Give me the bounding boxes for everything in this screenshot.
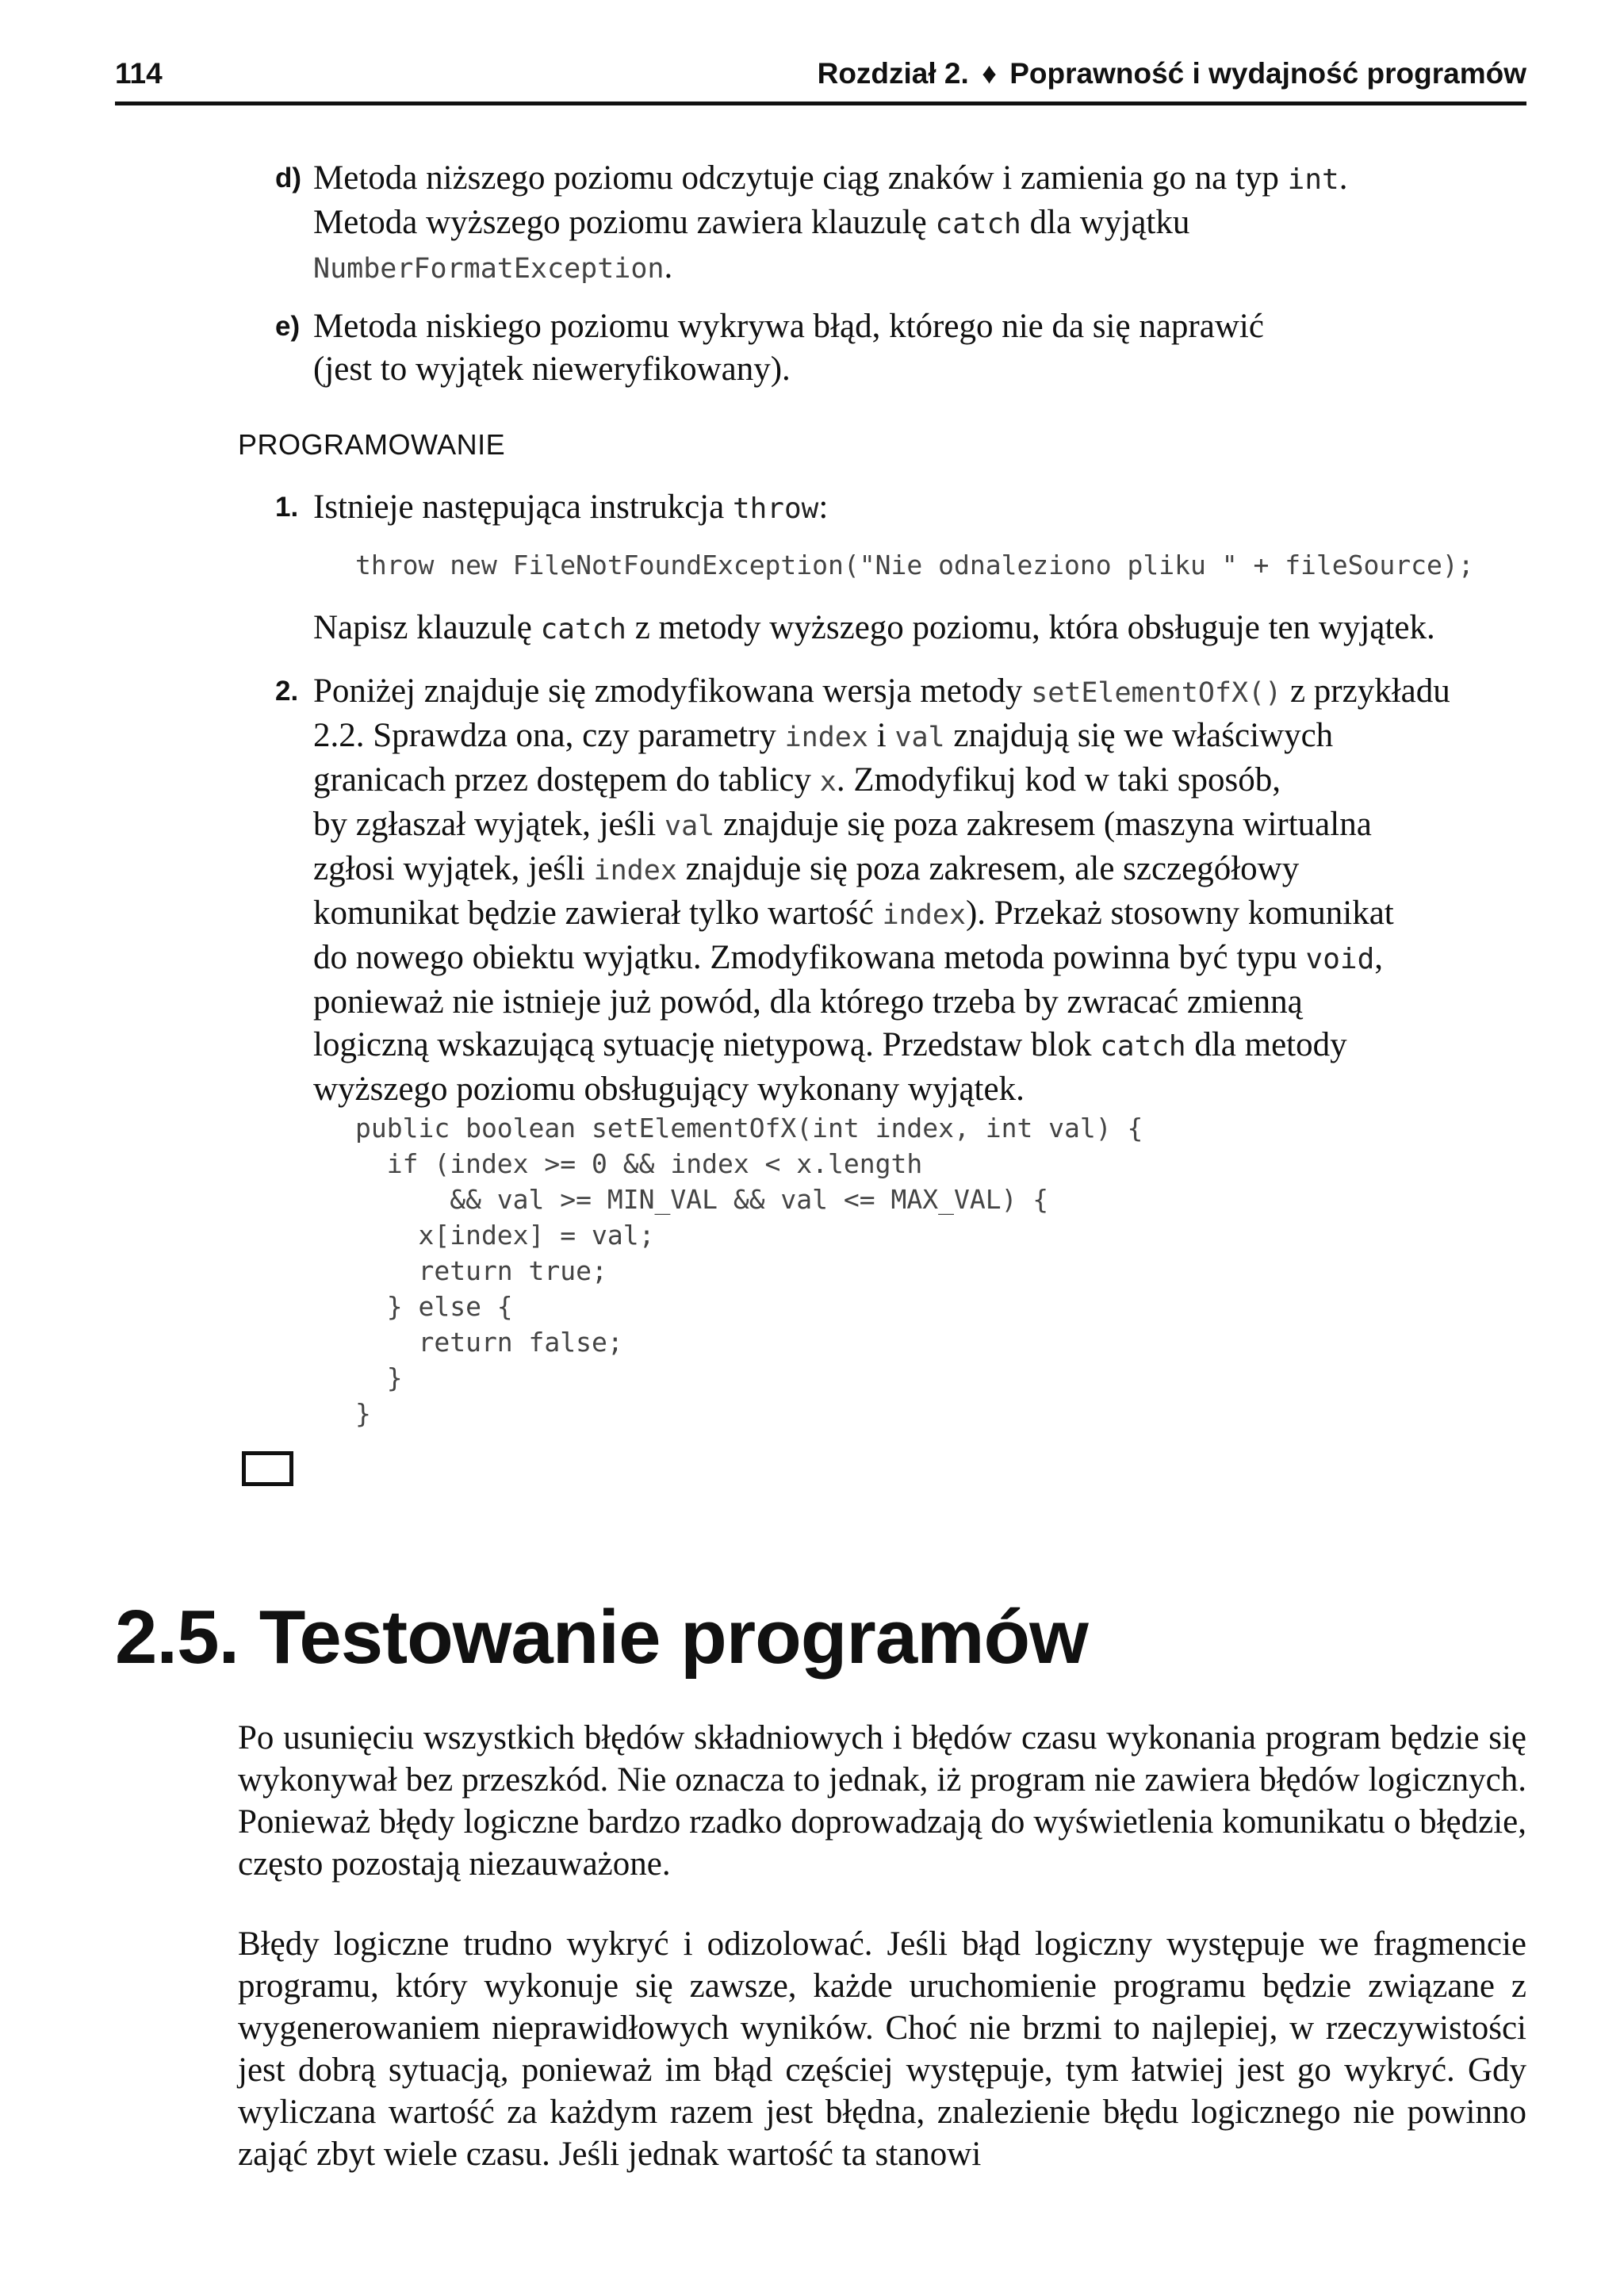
diamond-separator-icon: ♦ [982,57,997,90]
task-text: ). Przekaż stosowny komunikat [965,895,1394,932]
task-number: 2. [275,676,299,707]
task-2 [275,670,1526,1111]
item-line [313,157,1526,201]
inline-code: setElementOfX() [1031,677,1282,709]
task-text: 2.2. Sprawdza ona, czy parametry [313,717,785,754]
inline-code: index [882,899,966,931]
task-line: wyższego poziomu obsługujący wykonany wyjątek. [313,1071,1025,1108]
item-text: Metoda wyższego poziomu zawiera klauzulę [313,204,936,241]
code-block-throw: throw new FileNotFoundException("Nie odnaleziono pliku " + fileSource); [355,550,1474,580]
task-line [313,848,1526,892]
running-title [818,57,1526,90]
task-line [313,892,1526,937]
inline-code: index [593,855,677,887]
inline-code: index [784,722,868,753]
task-text: Napisz klauzulę [313,609,541,646]
item-text: . [664,248,673,285]
task-text: znajduje się poza zakresem, ale szczegółowy [676,850,1300,887]
body-paragraph-1: Po usunięciu wszystkich błędów składniowych i błędów czasu wykonania program będzie się wykonywał bez przeszkód. Nie oznacza to jednak, iż program nie zawiera błędów logicznych. Ponieważ błędy logiczne bardzo rzadko doprowadzają do wyświetlenia komunikatu o błędzie, często pozostają niezauważone. [238,1719,1526,1883]
task-1-instruction [313,607,1526,651]
task-line [313,670,1526,715]
chapter-number: Rozdział 2. [817,57,969,90]
item-label: e) [275,311,301,342]
inline-code: NumberFormatException [313,253,665,285]
task-1 [275,486,1526,531]
task-line [313,803,1526,848]
task-line [313,759,1526,803]
task-text: : [818,488,829,526]
task-text: komunikat będzie zawierał tylko wartość [313,895,883,932]
chapter-title: Poprawność i wydajność programów [1009,57,1526,90]
page-number: 114 [115,57,163,90]
running-header [115,57,1526,105]
task-line [313,937,1526,981]
task-text: znajdują się we właściwych [944,717,1334,754]
item-line: Metoda niskiego poziomu wykrywa błąd, którego nie da się naprawić [313,308,1264,345]
task-line [313,1024,1526,1068]
inline-code: x [819,766,837,798]
task-line [313,607,1526,651]
task-line [313,486,1526,531]
inline-code: catch [935,208,1021,240]
exercise-item-e [275,305,1526,391]
item-line [313,201,1526,246]
item-text: Metoda niższego poziomu odczytuje ciąg znaków i zamienia go na typ [313,159,1288,197]
task-text: . Zmodyfikuj kod w taki sposób, [836,761,1281,799]
task-text: do nowego obiektu wyjątku. Zmodyfikowana metoda powinna być typu [313,939,1306,976]
exercise-item-d [275,157,1526,290]
task-text: , [1374,939,1383,976]
task-text: Istnieje następująca instrukcja [313,488,733,526]
task-text: Poniżej znajduje się zmodyfikowana wersja metody [313,672,1032,710]
item-text: . [1339,159,1348,197]
inline-code: catch [1100,1030,1186,1063]
inline-code: catch [540,613,626,646]
task-number: 1. [275,492,299,523]
task-text: znajduje się poza zakresem (maszyna wirtualna [714,806,1372,843]
inline-code: int [1287,163,1339,196]
inline-code: void [1305,943,1375,975]
code-block-setElementOfX: public boolean setElementOfX(int index, int val) { if (index >= 0 && index < x.length && val >= MIN_VAL && val <= MAX_VAL) { x[index] = val; return true; } else { return false; } } [355,1113,1143,1429]
item-line: (jest to wyjątek nieweryfikowany). [313,351,791,388]
body-paragraph-2: Błędy logiczne trudno wykryć i odizolować. Jeśli błąd logiczny występuje we fragmencie programu, który wykonuje się zawsze, każde uruchomienie programu będzie związane z wygenerowaniem nieprawidłowych wyników. Choć nie brzmi to najlepiej, w rzeczywistości jest dobrą sytuacją, ponieważ im błąd częściej występuje, tym łatwiej jest go wykryć. Gdy wyliczana wartość za każdym razem jest błędna, znalezienie błędu logicznego nie powinno zająć zbyt wiele czasu. Jeśli jednak wartość ta stanowi [238,1925,1526,2173]
task-text: z metody wyższego poziomu, która obsługuje ten wyjątek. [626,609,1435,646]
task-text: by zgłaszał wyjątek, jeśli [313,806,665,843]
task-line: ponieważ nie istnieje już powód, dla którego trzeba by zwracać zmienną [313,983,1303,1021]
task-text: dla metody [1185,1026,1347,1063]
task-line [313,715,1526,759]
end-of-section-marker-icon [242,1451,293,1486]
item-text: dla wyjątku [1021,204,1190,241]
task-text: z przykładu [1281,672,1450,710]
task-text: logiczną wskazującą sytuację nietypową. Przedstaw blok [313,1026,1101,1063]
section-heading: 2.5. Testowanie programów [115,1595,1088,1680]
inline-code: throw [732,492,819,525]
inline-code: val [665,810,715,842]
task-text: i [868,717,895,754]
task-text: granicach przez dostępem do tablicy [313,761,820,799]
item-label: d) [275,163,302,193]
task-text: zgłosi wyjątek, jeśli [313,850,594,887]
section-label: PROGRAMOWANIE [238,428,506,461]
inline-code: val [894,722,945,753]
item-line [313,246,1526,290]
